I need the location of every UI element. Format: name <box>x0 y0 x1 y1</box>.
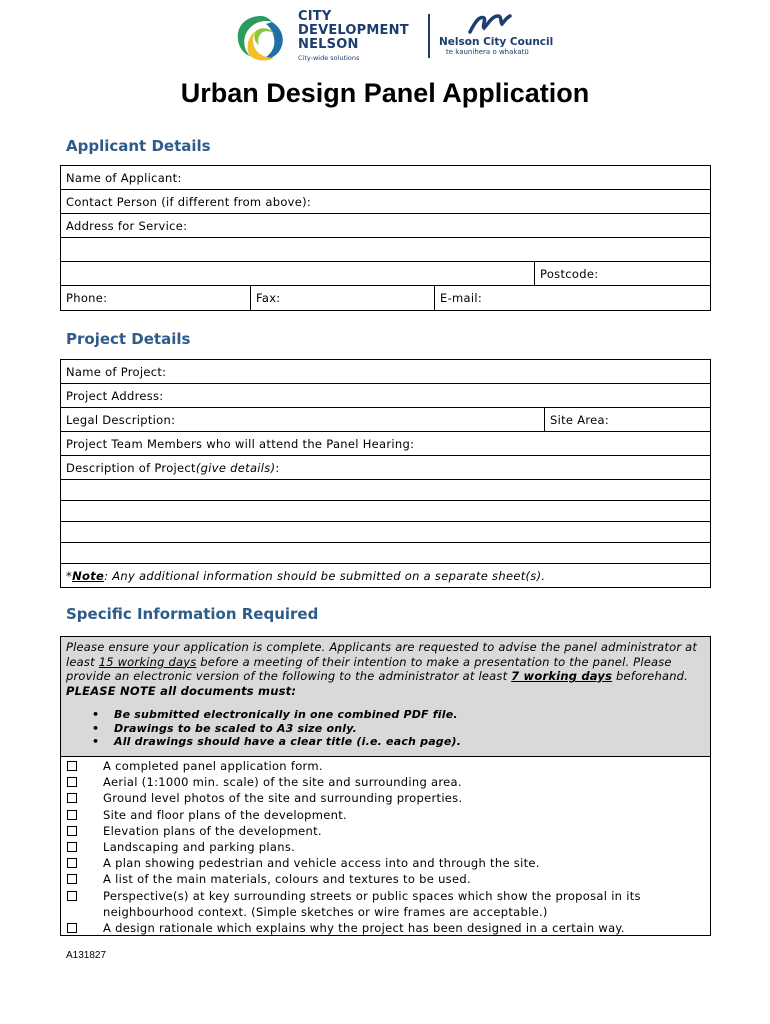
checkbox[interactable] <box>67 826 77 836</box>
instructions-text <box>66 640 705 698</box>
address-label: Address for Service: <box>66 218 188 233</box>
description-line-3[interactable] <box>61 501 710 522</box>
cdn-tagline: City-wide solutions <box>298 54 360 62</box>
checkbox[interactable] <box>67 761 77 771</box>
note-star: * <box>66 568 73 583</box>
intro-part-3: beforehand. <box>612 669 689 684</box>
checkbox[interactable] <box>67 858 77 868</box>
description-row[interactable] <box>61 456 710 480</box>
document-code: A131827 <box>66 950 107 961</box>
description-line-5[interactable] <box>61 543 710 564</box>
project-address-label: Project Address: <box>66 388 164 403</box>
city-development-nelson-logo-icon <box>232 12 290 64</box>
note-text <box>61 564 545 587</box>
checkbox[interactable] <box>67 793 77 803</box>
checklist-item <box>61 823 710 839</box>
applicant-details-table <box>60 165 711 311</box>
team-members-row[interactable] <box>61 432 710 456</box>
checklist-item <box>61 888 710 920</box>
intro-part-1: Please ensure your application is complete. Applicants are requested to advise the panel administrator at least <box>66 640 698 669</box>
bullet-item: • All drawings should have a clear title (i.e. each page). <box>88 735 705 749</box>
postcode-field[interactable] <box>534 262 710 285</box>
requirements-bullets <box>88 708 705 749</box>
team-members-label: Project Team Members who will attend the Panel Hearing: <box>66 436 415 451</box>
checklist-item <box>61 790 710 806</box>
phone-field[interactable] <box>61 286 250 310</box>
specific-info-heading: Specific Information Required <box>66 605 319 623</box>
checkbox[interactable] <box>67 891 77 901</box>
checkbox[interactable] <box>67 923 77 933</box>
fax-field[interactable] <box>250 286 434 310</box>
checklist-label: A completed panel application form. <box>103 759 323 773</box>
checkbox[interactable] <box>67 874 77 884</box>
description-colon: : <box>275 460 280 475</box>
checklist-label: Elevation plans of the development. <box>103 823 322 838</box>
checklist-label: Ground level photos of the site and surrounding properties. <box>103 791 463 806</box>
email-label: E-mail: <box>440 291 483 305</box>
header <box>0 0 770 80</box>
address-line-3[interactable] <box>61 262 534 285</box>
document-checklist <box>61 757 710 936</box>
checklist-item <box>61 758 710 774</box>
checklist-item <box>61 855 710 871</box>
contact-numbers-row <box>61 286 710 310</box>
project-name-label: Name of Project: <box>66 364 167 379</box>
intro-part-2: before a meeting of their intention to make a presentation to the panel. Please provide an electronic version of the following to the administrator at least <box>66 654 672 684</box>
checklist-label: A plan showing pedestrian and vehicle access into and through the site. <box>103 856 540 871</box>
postcode-row <box>61 262 710 286</box>
checklist-item <box>61 807 710 823</box>
legal-row <box>61 408 710 432</box>
legal-description-field[interactable] <box>61 408 544 431</box>
checklist-label: Site and floor plans of the development. <box>103 807 347 822</box>
specific-info-box <box>60 636 711 936</box>
cdn-line-development: DEVELOPMENT <box>298 23 409 38</box>
description-text: Description of Project <box>66 460 196 475</box>
applicant-details-heading: Applicant Details <box>66 137 211 155</box>
project-details-table <box>60 359 711 588</box>
project-details-heading: Project Details <box>66 330 191 348</box>
address-row[interactable] <box>61 214 710 238</box>
intro-seven-days: 7 working days <box>511 669 613 684</box>
bullet-item: • Drawings to be scaled to A3 size only. <box>88 722 705 736</box>
bullet-item: • Be submitted electronically in one combined PDF file. <box>88 708 705 722</box>
description-line-4[interactable] <box>61 522 710 543</box>
contact-person-row[interactable] <box>61 190 710 214</box>
logo-divider <box>428 14 430 58</box>
project-address-row[interactable] <box>61 384 710 408</box>
checkbox[interactable] <box>67 777 77 787</box>
applicant-name-label: Name of Applicant: <box>66 170 182 185</box>
site-area-field[interactable] <box>544 408 710 431</box>
checkbox[interactable] <box>67 842 77 852</box>
address-row-2[interactable] <box>61 238 710 262</box>
phone-label: Phone: <box>66 291 108 305</box>
checklist-item <box>61 774 710 790</box>
page-title: Urban Design Panel Application <box>180 78 590 108</box>
cdn-line-city: CITY <box>298 9 332 24</box>
intro-please-note: PLEASE NOTE all documents must: <box>66 683 297 698</box>
fax-label: Fax: <box>256 291 281 305</box>
site-area-label: Site Area: <box>550 412 610 427</box>
checklist-label: A design rationale which explains why the project has been designed in a certain way. <box>103 921 625 936</box>
nelson-city-council-logo-icon <box>466 12 512 36</box>
description-line-2[interactable] <box>61 480 710 501</box>
intro-fifteen-days: 15 working days <box>98 654 197 669</box>
checklist-label: Perspective(s) at key surrounding streets or public spaces which show the proposal in its neighbourhood context. (Simple sketches or wire frames are acceptable.) <box>103 888 641 919</box>
note-row <box>61 564 710 587</box>
description-hint: (give details) <box>195 460 276 475</box>
legal-description-label: Legal Description: <box>66 412 176 427</box>
checklist-item <box>61 871 710 887</box>
instructions-panel <box>61 637 710 757</box>
checkbox[interactable] <box>67 810 77 820</box>
project-name-row[interactable] <box>61 360 710 384</box>
contact-person-label: Contact Person (if different from above): <box>66 194 312 209</box>
note-label: Note <box>72 568 105 583</box>
description-label <box>61 456 280 479</box>
note-body: : Any additional information should be submitted on a separate sheet(s). <box>104 568 546 583</box>
ncc-name: Nelson City Council <box>439 36 554 48</box>
cdn-wordmark <box>298 10 409 52</box>
checklist-label: A list of the main materials, colours and textures to be used. <box>103 872 471 887</box>
postcode-label: Postcode: <box>540 266 599 281</box>
checklist-item <box>61 920 710 936</box>
checklist-item <box>61 839 710 855</box>
checklist-label: Aerial (1:1000 min. scale) of the site and surrounding area. <box>103 775 462 790</box>
applicant-name-row[interactable] <box>61 166 710 190</box>
email-field[interactable] <box>434 286 710 310</box>
ncc-maori-name: te kaunihera o whakatū <box>446 48 529 56</box>
checklist-label: Landscaping and parking plans. <box>103 840 296 855</box>
cdn-line-nelson: NELSON <box>298 37 359 52</box>
